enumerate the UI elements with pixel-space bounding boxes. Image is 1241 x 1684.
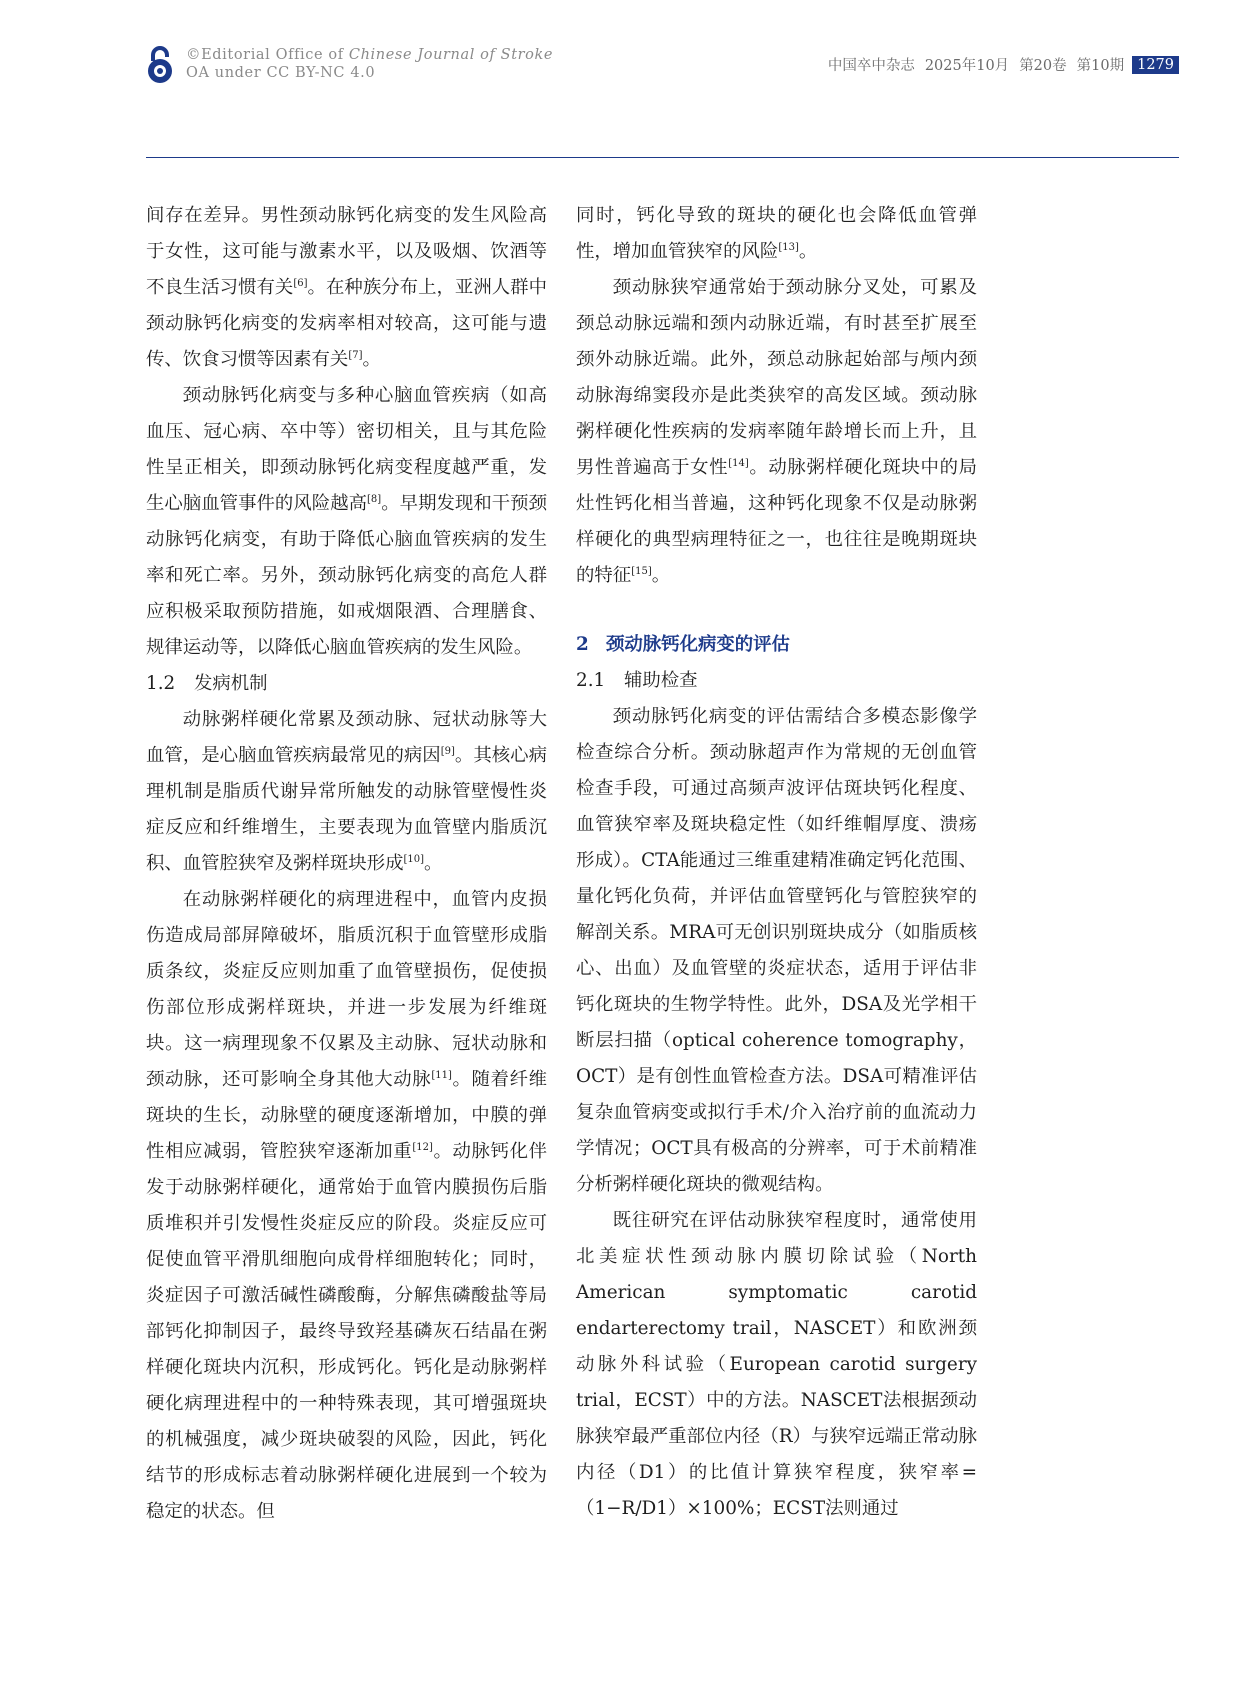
citation: [13] [778,242,799,253]
text: 。其核心病理机制是脂质代谢异常所触发的动脉管壁慢性炎症反应和纤维增生，主要表现为血管壁内脂质沉积、血管腔狭窄及粥样斑块形成 [146,745,547,874]
citation: [8] [367,494,382,505]
text: 。 [651,565,671,586]
citation: [7] [348,350,363,361]
text: 。动脉钙化伴发于动脉粥样硬化，通常始于血管内膜损伤后脂质堆积并引发慢性炎症反应的阶段。炎症反应可促使血管平滑肌细胞向成骨样细胞转化；同时，炎症因子可激活碱性磷酸酶，分解焦磷酸盐等局部钙化抑制因子，最终导致羟基磷灰石结晶在粥样硬化斑块内沉积，形成钙化。钙化是动脉粥样硬化病理进程中的一种特殊表现，其可增强斑块的机械强度，减少斑块破裂的风险，因此，钙化结节的形成标志着动脉粥样硬化进展到一个较为稳定的状态。但 [146,1141,547,1522]
issue: 第10期 [1076,58,1125,74]
text: 。动脉粥样硬化斑块中的局灶性钙化相当普遍，这种钙化现象不仅是动脉粥样硬化的典型病理特征之一，也往往是晚期斑块的特征 [576,457,977,586]
subsection-number: 2.1 [576,670,606,691]
journal-name-en: Chinese Journal of Stroke [348,47,554,63]
header-divider [146,157,1179,158]
text: 颈动脉狭窄通常始于颈动脉分叉处，可累及颈总动脉远端和颈内动脉近端，有时甚至扩展至颈外动脉近端。此外，颈总动脉起始部与颅内颈动脉海绵窦段亦是此类狭窄的高发区域。颈动脉粥样硬化性疾病的发病率随年龄增长而上升，且男性普遍高于女性 [576,277,977,478]
section-number: 1.2 [146,673,176,694]
section-title: 发病机制 [194,673,268,694]
citation: [11] [431,1070,452,1081]
text: 。 [798,241,818,262]
paragraph [146,702,547,882]
text: 同时，钙化导致的斑块的硬化也会降低血管弹性，增加血管狭窄的风险 [576,205,977,262]
text: 颈动脉钙化病变与多种心脑血管疾病（如高血压、冠心病、卒中等）密切相关，且与其危险性呈正相关，即颈动脉钙化病变程度越严重，发生心脑血管事件的风险越高 [146,385,547,514]
citation: [6] [293,278,308,289]
section-number: 2 [576,634,589,655]
text: 在动脉粥样硬化的病理进程中，血管内皮损伤造成局部屏障破坏，脂质沉积于血管壁形成脂质条纹，炎症反应则加重了血管壁损伤，促使损伤部位形成粥样斑块，并进一步发展为纤维斑块。这一病理现象不仅累及主动脉、冠状动脉和颈动脉，还可影响全身其他大动脉 [146,889,547,1090]
paragraph: 颈动脉钙化病变的评估需结合多模态影像学检查综合分析。颈动脉超声作为常规的无创血管检查手段，可通过高频声波评估斑块钙化程度、血管狭窄率及斑块稳定性（如纤维帽厚度、溃疡形成）。CTA能通过三维重建精准确定钙化范围、量化钙化负荷，并评估血管壁钙化与管腔狭窄的解剖关系。MRA可无创识别斑块成分（如脂质核心、出血）及血管壁的炎症状态，适用于评估非钙化斑块的生物学特性。此外，DSA及光学相干断层扫描（optical coherence tomography，OCT）是有创性血管检查方法。DSA可精准评估复杂血管病变或拟行手术/介入治疗前的血流动力学情况；OCT具有极高的分辨率，可于术前精准分析粥样硬化斑块的微观结构。 [576,706,977,1195]
journal-name-cn: 中国卒中杂志 [827,58,915,74]
text: 。早期发现和干预颈动脉钙化病变，有助于降低心脑血管疾病的发生率和死亡率。另外，颈动脉钙化病变的高危人群应积极采取预防措施，如戒烟限酒、合理膳食、规律运动等，以降低心脑血管疾病的发生风险。 [146,493,547,658]
section-title: 颈动脉钙化病变的评估 [606,634,790,655]
text: 。在种族分布上，亚洲人群中颈动脉钙化病变的发病率相对较高，这可能与遗传、饮食习惯等因素有关 [146,277,547,370]
issue-date: 2025年10月 [924,58,1010,74]
paragraph [146,882,547,1530]
section-heading [146,666,547,702]
open-access-lock-icon [146,44,174,84]
copyright-prefix: ©Editorial Office of [186,47,344,63]
paragraph [576,198,977,270]
copyright-notice [186,46,553,82]
journal-header-right [828,54,1179,75]
citation: [10] [403,854,425,865]
left-column [146,198,547,1530]
journal-header-left [146,44,553,84]
citation: [14] [728,458,749,469]
paragraph [146,378,547,666]
text: 间存在差异。男性颈动脉钙化病变的发生风险高于女性，这可能与激素水平，以及吸烟、饮酒等不良生活习惯有关 [146,205,547,298]
citation: [15] [631,566,652,577]
text: 动脉粥样硬化常累及颈动脉、冠状动脉等大血管，是心脑血管疾病最常见的病因 [146,709,547,766]
text: 。 [362,349,381,370]
right-column [576,198,977,1527]
volume: 第20卷 [1019,58,1067,74]
text: 。 [424,853,443,874]
paragraph [576,270,977,594]
section-heading [576,627,977,663]
citation: [9] [440,746,455,757]
page-number: 1279 [1132,56,1179,74]
subsection-title: 辅助检查 [624,670,698,691]
citation: [12] [412,1142,433,1153]
subsection-heading [576,663,977,699]
text: 。随着纤维斑块的生长，动脉壁的硬度逐渐增加，中膜的弹性相应减弱，管腔狭窄逐渐加重 [146,1069,547,1162]
paragraph: 既往研究在评估动脉狭窄程度时，通常使用北美症状性颈动脉内膜切除试验（North American symptomatic carotid endarterectomy trail，NASCET）和欧洲颈动脉外科试验（European carotid surgery trial，ECST）中的方法。NASCET法根据颈动脉狭窄最严重部位内径（R）与狭窄远端正常动脉内径（D1）的比值计算狭窄程度，狭窄率=（1−R/D1）×100%；ECST法则通过 [576,1210,977,1519]
paragraph [146,198,547,378]
license-text: OA under CC BY-NC 4.0 [186,65,376,81]
